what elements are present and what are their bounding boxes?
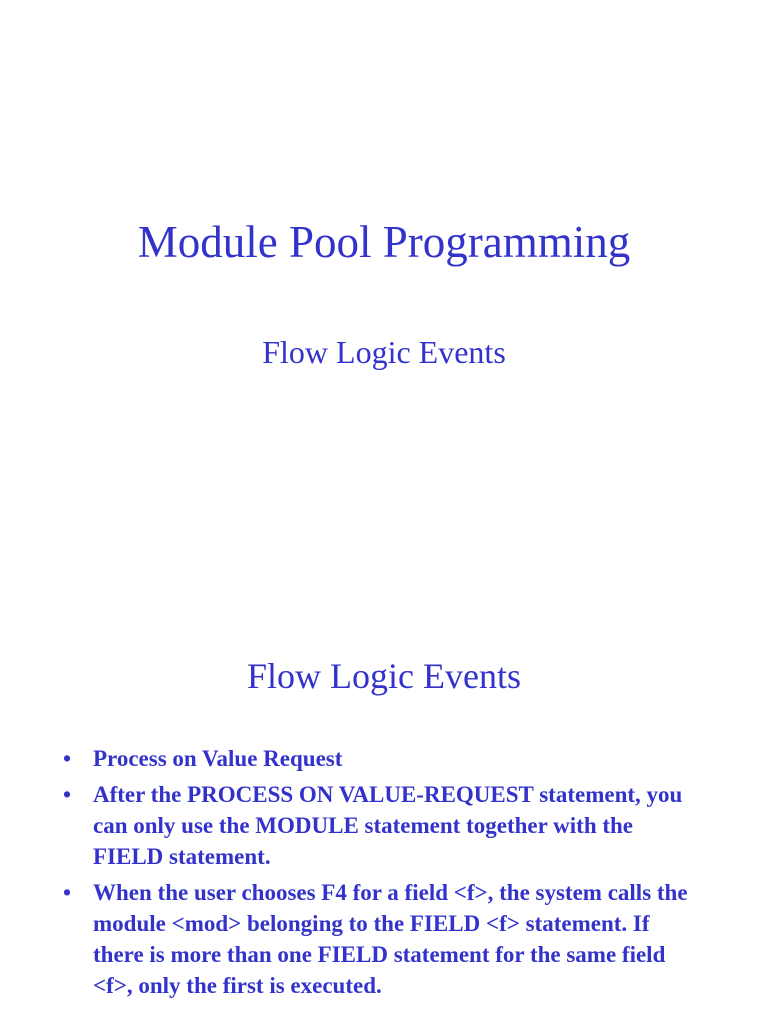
bullet-item [60,743,700,774]
bullet-icon: • [63,782,72,807]
bullet-item [60,779,700,872]
bullet-icon: • [63,880,72,905]
bullet-text: After the PROCESS ON VALUE-REQUEST statement, you can only use the MODULE statement together with the FIELD statement. [93,782,683,869]
slide-subtitle: Flow Logic Events [262,334,506,370]
slide-title: Module Pool Programming [137,217,631,267]
bullet-text: When the user chooses F4 for a field <f>, the system calls the module <mod> belonging to the FIELD <f> statement. If there is more than one FIELD statement for the same field <f>, only the first is executed. [93,880,688,998]
bullet-text: Process on Value Request [93,746,343,771]
section-title: Flow Logic Events [247,656,521,696]
bullet-item [60,877,700,1001]
bullet-list [60,743,700,1006]
bullet-icon: • [63,746,72,771]
